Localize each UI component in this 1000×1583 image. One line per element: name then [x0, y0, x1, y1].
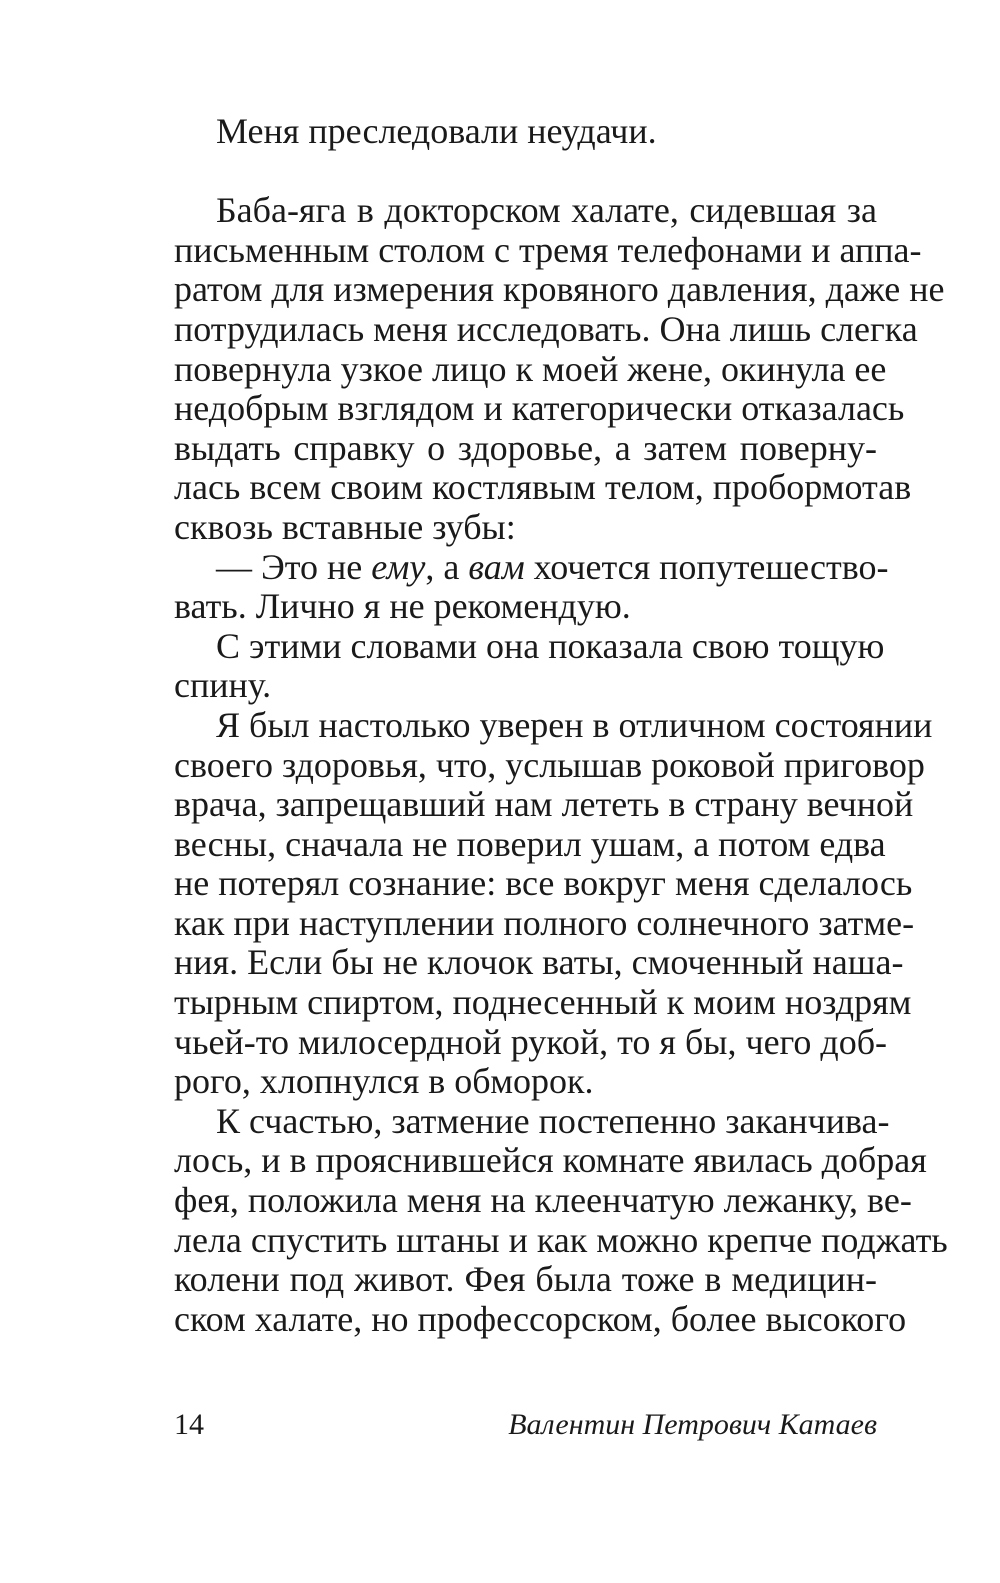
- dialogue-dash: —: [216, 546, 252, 587]
- text-line: фея, положила меня на клеенчатую лежанку, ве-: [174, 1180, 912, 1221]
- text-line: как при наступлении полного солнечного затме-: [174, 902, 915, 943]
- text-line: спину.: [174, 665, 272, 706]
- body-text: [174, 111, 948, 1339]
- text-line: С этими словами она показала свою тощую: [216, 625, 885, 666]
- text-line: лось, и в прояснившейся комнате явилась добрая: [174, 1140, 927, 1181]
- dialogue-text: Это не: [261, 546, 363, 587]
- text-line: весны, сначала не поверил ушам, а потом едва: [174, 823, 886, 864]
- text-line: своего здоровья, что, услышав роковой приговор: [174, 744, 925, 785]
- page-footer: [174, 1403, 877, 1447]
- text-line: вать. Лично я не рекомендую.: [174, 586, 631, 627]
- dialogue-text: , а: [425, 546, 460, 587]
- text-line: рого, хлопнулся в обморок.: [174, 1061, 594, 1102]
- text-line: лела спустить штаны и как можно крепче поджать: [174, 1219, 948, 1260]
- text-line: тырным спиртом, поднесенный к моим ноздрям: [174, 982, 912, 1023]
- text-line: не потерял сознание: все вокруг меня сделалось: [174, 863, 913, 904]
- text-line: сквозь вставные зубы:: [174, 506, 516, 547]
- text-line: недобрым взглядом и категорически отказалась: [174, 388, 905, 429]
- text-line: чьей-то милосердной рукой, то я бы, чего доб-: [174, 1021, 888, 1062]
- text-line: повернула узкое лицо к моей жене, окинула ее: [174, 348, 887, 389]
- text-line: Я был настолько уверен в отличном состоянии: [216, 704, 933, 745]
- text-line: К счастью, затмение постепенно заканчива-: [216, 1100, 890, 1141]
- page-number: 14: [174, 1408, 204, 1441]
- text-line: потрудилась меня исследовать. Она лишь слегка: [174, 308, 918, 349]
- text-line: врача, запрещавший нам лететь в страну вечной: [174, 784, 914, 825]
- dialogue-line: [174, 546, 889, 588]
- text-line: письменным столом с тремя телефонами и аппа-: [174, 229, 922, 270]
- running-head: Валентин Петрович Катаев: [508, 1408, 877, 1441]
- text-line: выдать справку о здоровье, а затем поверну-: [174, 427, 877, 468]
- text-line: колени под живот. Фея была тоже в медицин-: [174, 1259, 877, 1300]
- dialogue-emphasis: ему: [371, 546, 426, 587]
- dialogue-text: хочется попутешество-: [533, 546, 889, 587]
- text-line: лась всем своим костлявым телом, пробормотав: [174, 467, 912, 508]
- text-line: ния. Если бы не клочок ваты, смоченный наша-: [174, 942, 904, 983]
- text-line: ском халате, но профессорском, более высокого: [174, 1298, 907, 1339]
- text-line: Баба-яга в докторском халате, сидевшая за: [216, 190, 877, 231]
- text-line: Меня преследовали неудачи.: [216, 111, 657, 151]
- text-line: ратом для измерения кровяного давления, даже не: [174, 269, 945, 310]
- dialogue-emphasis: вам: [468, 546, 525, 587]
